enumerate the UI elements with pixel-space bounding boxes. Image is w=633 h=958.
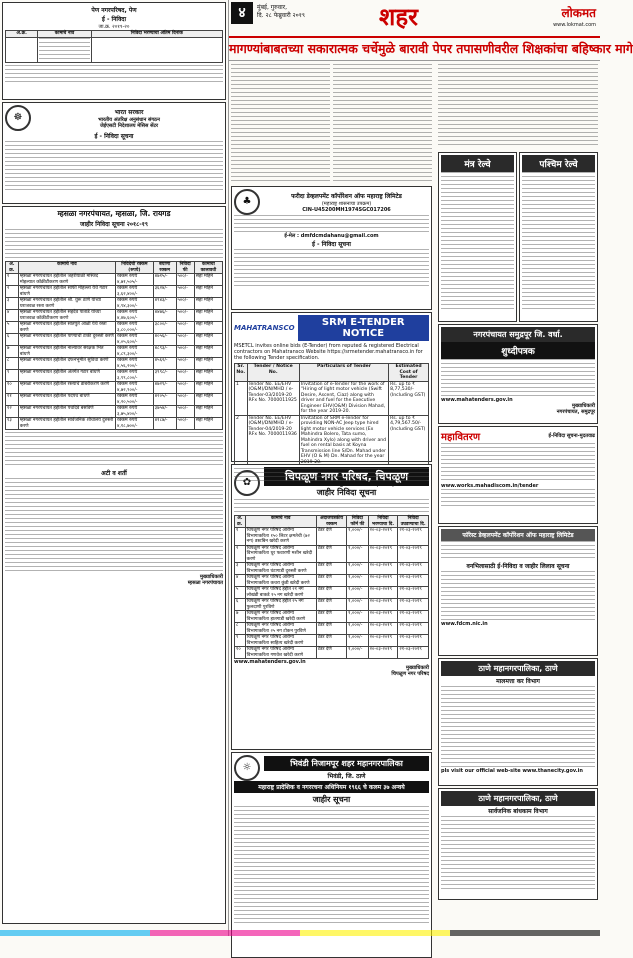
thane2-title: ठाणे महानगरपालिका, ठाणे	[441, 791, 595, 806]
table-cell: २०-०३-२०१९	[368, 528, 398, 546]
table-cell: ५००/-	[176, 418, 194, 430]
samudrapur-site[interactable]: www.mahatenders.gov.in	[441, 397, 513, 403]
right-article-text	[436, 62, 600, 150]
srm-intro: MSETCL invites online bids (E-Tender) from reputed & registered Electrical contractors on Mahatransco Website https://srmetender.mahatransco.in for the following Tender specification.	[234, 343, 423, 361]
chiplun-title: चिपळूण नगर परिषद, चिपळूण	[264, 467, 429, 486]
table-cell: रक्कम रुपये ३,७५,४००/-	[116, 406, 154, 418]
table-cell: ४१८७/-	[153, 418, 176, 430]
table-cell: १,०००/-	[347, 587, 368, 599]
pen-table	[5, 30, 223, 63]
table-cell: ३८००/-	[153, 322, 176, 334]
mhasla-title: म्हसळा नगरपंचायत, म्हसळा, जि. रायगड	[57, 209, 171, 218]
table-header: कामाचे नाव	[38, 31, 92, 38]
table-cell: Invitation of SRM e-Tender for providing NON-AC Jeep type hired light motor vehicle services (Ex Mahindra Bolero, Tata sumo, Mahindra Xylo) along with driver and fuel on rental basis at Koyna Transmission line S/Dn. Mahad under EHV (O & M) Dn. Mahad for the year 2019-20.	[299, 415, 388, 466]
table-cell: रक्कम रुपये ४,२०,५००/-	[116, 394, 154, 406]
table-cell: १,०००/-	[347, 545, 368, 563]
table-cell: म्हसळा नगरपंचायत हद्दीतील जहरीयाळी मस्जिद मोहल्यात कॉक्रीटीकरण करणे	[18, 274, 115, 286]
table-cell: चिपळूण नगर परिषद आरोग्य विभागाकरिता घंटागाडी दुरुस्ती करणे	[245, 563, 316, 575]
frp-subtitle: (महाराष्ट्र शासनाचा उपक्रम)	[321, 201, 372, 207]
table-row	[235, 528, 429, 546]
bhiwandi-sub1: महाराष्ट्र प्रादेशिक व नगररचना अधिनियम १९६६ चे कलम ३७ अन्वये	[234, 781, 429, 793]
chiplun-signatory: मुख्याधिकारी चिपळूण नगर परिषद	[391, 665, 429, 677]
table-row	[6, 406, 223, 418]
main-headline: मागण्यांबाबतच्या सकारात्मक चर्चेमुळे बारावी पेपर तपासणीवरील शिक्षकांचा बहिष्कार मागे	[229, 38, 600, 61]
frp-right-site[interactable]: www.fdcm.nic.in	[441, 621, 488, 627]
table-header: अ.क्र.	[6, 31, 38, 38]
table-cell: ३	[235, 563, 246, 575]
table-row	[6, 322, 223, 334]
table-row	[235, 545, 429, 563]
table-cell: १,०००/-	[347, 528, 368, 546]
table-row	[235, 599, 429, 611]
table-row	[6, 310, 223, 322]
table-cell: म्हसळा नगरपंचायत हद्दीतील पाण्याची टाकी दुरुस्ती करणे	[18, 334, 115, 346]
table-cell: ४२०५/-	[153, 394, 176, 406]
table-cell: म्हसळा नगरपंचायत हद्दीतील दफनभूमीत सुविधा करणे	[18, 358, 115, 370]
table-cell: ४४७६/-	[153, 310, 176, 322]
table-cell: २१-०३-२०१९	[398, 563, 429, 575]
mahavitaran-logo: महावितरण	[441, 432, 481, 443]
table-cell: टेंडर देणे	[316, 528, 346, 546]
table-cell: Invitation of e-Tender for the work of "Hiring of light motor vehicle (Swift Desire, Ascent, Ciaz) along with driver and fuel for the Executive Engineer EHV(O&M) Division Mahad, for the year 2019-20.	[299, 381, 388, 415]
table-cell: चिपळूण नगर परिषद आरोग्य विभागाकरिता कचरा कुंडी खरेदी करणे	[245, 575, 316, 587]
table-cell: रक्कम रुपये ३,६२,४००/-	[116, 286, 154, 298]
table-header: निविदेची रक्कम (रुपये)	[116, 262, 154, 274]
table-cell: रक्कम रुपये ४,७२,९००/-	[116, 382, 154, 394]
thane-title: ठाणे महानगरपालिका, ठाणे	[441, 661, 595, 676]
table-cell: ५००/-	[176, 286, 194, 298]
pen-number: जा.क्र. २०१९-२०	[98, 24, 130, 30]
table-row	[235, 647, 429, 659]
mhasla-table	[5, 261, 223, 430]
table-cell: सहा महिने	[194, 310, 222, 322]
samudrapur-signatory: मुख्याधिकारी नगरपंचायत, समुद्रपूर	[556, 403, 595, 415]
table-cell: सहा महिने	[194, 406, 222, 418]
table-header: Sr. No.	[235, 364, 248, 382]
table-cell: २०-०३-२०१९	[368, 599, 398, 611]
table-cell: २०-०३-२०१९	[368, 563, 398, 575]
table-header: कामाचे नाव	[245, 516, 316, 528]
table-cell: २१-०३-२०१९	[398, 623, 429, 635]
table-cell: १,०००/-	[347, 647, 368, 659]
table-cell: सहा महिने	[194, 298, 222, 310]
table-cell: २१-०३-२०१९	[398, 575, 429, 587]
table-cell: १३	[6, 418, 19, 430]
table-cell: म्हसळा नगरपंचायत हद्दीतील सातपुते आळी येथे रस्ता करणे	[18, 322, 115, 334]
railway-ads	[438, 152, 598, 322]
table-cell: ५००/-	[176, 298, 194, 310]
srm-table	[234, 363, 429, 466]
table-row	[6, 382, 223, 394]
table-header: अ. क्र.	[235, 516, 246, 528]
table-cell: १०	[235, 647, 246, 659]
table-cell: ५००/-	[176, 334, 194, 346]
table-header: निविदा फी	[176, 262, 194, 274]
table-row	[235, 563, 429, 575]
paschim-title: पश्चिम रेल्वे	[522, 155, 595, 172]
frp-right-notice: वनभिलासाठी ई-निविदा व जाहीर लिलाव सूचना	[466, 563, 570, 570]
table-cell: चिपळूण नगर परिषद हद्दीत २५ नग फुलदाणी पुरविणे	[245, 599, 316, 611]
newspaper-logo: लोकमत	[561, 6, 596, 20]
table-cell: २१-०३-२०१९	[398, 611, 429, 623]
frp-notice-title: ई - निविदा सूचना	[312, 241, 351, 248]
table-cell: म्हसळा नगरपंचायत हद्दीतील रस्त्याचे डांबरीकरण करणे	[18, 382, 115, 394]
table-header: कामाचा कालावधी	[194, 262, 222, 274]
table-cell: म्हसळा नगरपंचायत हद्दीतील अंतर्गत गटार बांधणे	[18, 370, 115, 382]
table-cell: सहा महिने	[194, 286, 222, 298]
table-cell: Rs. up to ₹ 8,77,530/- (Including GST)	[389, 381, 429, 415]
table-row	[235, 611, 429, 623]
table-cell: म्हसळा नगरपंचायत हद्दीतील नाल्यावर संरक्षक भिंत बांधणे	[18, 346, 115, 358]
table-cell: २१-०३-२०१९	[398, 599, 429, 611]
mhasla-tender-ad	[2, 206, 226, 924]
table-cell: रक्कम रुपये ४,७१,५०५/-	[116, 274, 154, 286]
bhiwandi-logo-icon: ☼	[234, 755, 260, 781]
table-cell: चिपळूण नगर परिषद आरोग्य विभागाकरिता १५० लिटर क्षमतेची (७२ नग) डस्टबिन खरेदी करणे	[245, 528, 316, 546]
bharat-subtitle: भारतीय अंतरिक्ष अनुसंधान संगठन जेईएसटी निदेशालय मेसिस सेंटर	[98, 117, 160, 129]
table-cell: म्हसळा नगरपंचायत हद्दीतील श्री. धुरू ठाणे यांच्या घराजवळ रस्ता करणे	[18, 298, 115, 310]
table-cell: Tender No. EE/EHV (O&M)/DN/MHD / e-Tender-03/2019-20 RFx No. 7000011925	[247, 381, 299, 415]
srm-title: SRM E-TENDER NOTICE	[298, 315, 429, 341]
table-row	[235, 415, 429, 466]
table-header: कामाचे नाव	[18, 262, 115, 274]
table-row	[6, 394, 223, 406]
table-cell: २१-०३-२०१९	[398, 545, 429, 563]
table-cell: सहा महिने	[194, 322, 222, 334]
table-header: निविदा भरण्याचा दि.	[368, 516, 398, 528]
table-header: निविदा भरण्याचा अंतिम दिनांक	[91, 31, 222, 38]
chiplun-tender-ad	[231, 464, 432, 750]
table-cell: १,०००/-	[347, 575, 368, 587]
bhiwandi-place: भिवंडी, जि. ठाणे	[327, 772, 366, 780]
table-row	[6, 274, 223, 286]
table-cell: टेंडर देणे	[316, 545, 346, 563]
table-cell: ५००/-	[176, 310, 194, 322]
table-cell: १०	[6, 382, 19, 394]
mahavitaran-site[interactable]: www.works.mahadiscom.in/tender	[441, 483, 539, 489]
table-row	[6, 418, 223, 430]
edition-date: मुंबई, गुरुवार, दि. २८ फेब्रुवारी २०१९	[257, 4, 306, 19]
mantra-railway-ad	[438, 152, 517, 322]
table-cell: १,०००/-	[347, 563, 368, 575]
table-cell: चिपळूण नगर परिषद आरोग्य विभागाकरिता २५ नग टोकन पुरविणे	[245, 623, 316, 635]
table-cell: २१-०३-२०१९	[398, 587, 429, 599]
table-cell: ५	[6, 322, 19, 334]
table-cell: सहा महिने	[194, 274, 222, 286]
table-cell: २	[6, 286, 19, 298]
table-cell: म्हसळा नगरपंचायत हद्दीतील साफी मोहल्ला येथे गटार बांधणे	[18, 286, 115, 298]
table-cell: १	[235, 528, 246, 546]
table-cell: म्हसळा नगरपंचायत हद्दीतील सार्वजनिक शौचालय दुरुस्ती करणे	[18, 418, 115, 430]
table-cell: म्हसळा नगरपंचायत हद्दीतील पथदिवे बसविणे	[18, 406, 115, 418]
middle-column	[229, 62, 434, 936]
masthead	[229, 0, 600, 38]
table-cell: ९	[6, 370, 19, 382]
table-cell: ४७२९/-	[153, 382, 176, 394]
table-row	[235, 635, 429, 647]
frp-right-ad	[438, 526, 598, 656]
table-cell: टेंडर देणे	[316, 647, 346, 659]
terms-title: अटी व शर्ती	[101, 470, 127, 477]
table-cell: ८	[235, 623, 246, 635]
table-row	[6, 286, 223, 298]
table-cell: १,०००/-	[347, 611, 368, 623]
isro-tender-ad	[2, 102, 226, 204]
table-cell: ८	[6, 358, 19, 370]
thane-tax-ad	[438, 658, 598, 786]
table-row	[235, 575, 429, 587]
table-header: Estimated Cost of Tender	[389, 364, 429, 382]
table-cell: सहा महिने	[194, 346, 222, 358]
chiplun-subtitle: जाहीर निविदा सूचना	[316, 488, 377, 497]
page-number: ४	[231, 2, 253, 24]
mantra-title: मंत्र रेल्वे	[441, 155, 514, 172]
table-row	[235, 381, 429, 415]
table-cell: सहा महिने	[194, 382, 222, 394]
mhasla-subtitle: जाहीर निविदा सूचना २०१८-१९	[80, 221, 148, 228]
table-cell: २१-०३-२०१९	[398, 647, 429, 659]
frp-cin: CIN-U45200MH1974SGC017206	[302, 207, 391, 213]
table-cell: Tender No. EE/EHV (O&M)/DN/MHD / e-Tender-04/2019-20 RFx No. 7000011936	[247, 415, 299, 466]
isro-notice-title: ई - निविदा सूचना	[94, 133, 134, 140]
frp-logo-icon: ♣	[234, 189, 260, 215]
table-cell: म्हसळा नगरपंचायत हद्दीतील पदपथ बांधणे	[18, 394, 115, 406]
thane-department: मालमत्ता कर विभाग	[496, 678, 540, 685]
table-cell: ७	[235, 611, 246, 623]
paschim-railway-ad	[519, 152, 598, 322]
msetcl-logo: MAHATRANSCO	[234, 324, 295, 332]
table-cell: सहा महिने	[194, 370, 222, 382]
table-cell: ३	[6, 298, 19, 310]
table-cell: रक्कम रुपये ४,८९,३००/-	[116, 346, 154, 358]
table-cell: ३९९८/-	[153, 370, 176, 382]
article-text	[229, 62, 434, 184]
table-cell: २१-०३-२०१९	[398, 528, 429, 546]
table-cell: ५	[235, 587, 246, 599]
table-cell: २०-०३-२०१९	[368, 575, 398, 587]
table-cell: ५००/-	[176, 322, 194, 334]
table-cell: टेंडर देणे	[316, 635, 346, 647]
table-cell: १	[6, 274, 19, 286]
table-cell: चिपळूण नगर परिषद आरोग्य विभागाकरिता गणवेश खरेदी करणे	[245, 647, 316, 659]
table-cell: सहा महिने	[194, 394, 222, 406]
frp-email[interactable]: ई-मेल : dmfdcmdahanu@gmail.com	[284, 233, 379, 239]
isro-logo-icon: ☸	[5, 105, 31, 131]
table-cell: ४९४३/-	[153, 298, 176, 310]
table-header: अंदाजपत्रकीय रक्कम	[316, 516, 346, 528]
table-cell: ५००/-	[176, 346, 194, 358]
table-cell: 2	[235, 415, 248, 466]
table-row	[6, 334, 223, 346]
frp-title: फरीदा डेव्हलपमेंट कॉर्पोरेशन ऑफ महाराष्ट्र लिमिटेड	[291, 193, 402, 200]
table-cell: ४	[235, 575, 246, 587]
table-header: अ. क्र.	[6, 262, 19, 274]
pen-tender-ad	[2, 2, 226, 100]
table-cell: म्हसळा नगरपंचायत हद्दीतील सहदेव पाताडे यांच्या घराजवळ कॉक्रीटीकरण करणे	[18, 310, 115, 322]
table-cell: टेंडर देणे	[316, 563, 346, 575]
table-cell: ७	[6, 346, 19, 358]
thane2-department: सार्वजनिक बांधकाम विभाग	[488, 808, 548, 815]
table-header: बयाणा रक्कम	[153, 262, 176, 274]
table-cell: २०-०३-२०१९	[368, 611, 398, 623]
table-cell: टेंडर देणे	[316, 611, 346, 623]
table-row	[6, 298, 223, 310]
table-cell: ४	[6, 310, 19, 322]
table-row	[235, 623, 429, 635]
samudrapur-title: नगरपंचायत समुद्रपूर जि. वर्धा.	[441, 327, 595, 342]
table-cell: टेंडर देणे	[316, 599, 346, 611]
table-header: निविदा फॉर्म फी	[347, 516, 368, 528]
chiplun-logo-icon: ✿	[234, 470, 260, 496]
table-cell: ५००/-	[176, 274, 194, 286]
table-cell: रक्कम रुपये ४,४७,६००/-	[116, 310, 154, 322]
table-row	[6, 370, 223, 382]
table-cell: ५००/-	[176, 358, 194, 370]
table-cell: २०-०३-२०१९	[368, 647, 398, 659]
section-title: शहर	[379, 2, 418, 31]
table-cell: 1	[235, 381, 248, 415]
table-cell: ४५६२/-	[153, 358, 176, 370]
table-cell: २०-०३-२०१९	[368, 545, 398, 563]
pen-subheader: ई - निविदा	[101, 16, 127, 23]
table-cell: चिपळूण नगर परिषद आरोग्य विभागाकरिता धूर फवारणी मशीन खरेदी करणे	[245, 545, 316, 563]
table-cell: १२	[6, 406, 19, 418]
thane-site[interactable]: pls visit our official web-site www.thanecity.gov.in	[441, 768, 583, 774]
table-cell: सहा महिने	[194, 418, 222, 430]
chiplun-table	[234, 515, 429, 659]
table-cell: २	[235, 545, 246, 563]
mhasla-signatory: मुख्याधिकारी म्हसळा नगरपंचायत	[187, 574, 223, 586]
print-color-bar	[0, 930, 600, 936]
table-cell: ३६२४/-	[153, 286, 176, 298]
table-cell: रक्कम रुपये ४,९४,३००/-	[116, 298, 154, 310]
table-cell: ४७१५/-	[153, 274, 176, 286]
table-cell: ६	[235, 599, 246, 611]
bhiwandi-title: भिवंडी निजामपूर शहर महानगरपालिका	[264, 756, 429, 771]
right-column	[436, 62, 600, 936]
msetcl-tender-ad	[231, 312, 432, 465]
table-cell: ११	[6, 394, 19, 406]
table-cell: १,०००/-	[347, 599, 368, 611]
pen-header: पेण नगरपरिषद, पेण	[91, 7, 137, 14]
table-header: Particulars of Tender	[299, 364, 388, 382]
table-cell: चिपळूण नगर परिषद आरोग्य विभागाकरिता हातगाडी खरेदी करणे	[245, 611, 316, 623]
etender-extension-title: ई-निविदा सूचना-मुदतवाढ	[548, 433, 595, 439]
samudrapur-ad	[438, 324, 598, 424]
table-cell: ९	[235, 635, 246, 647]
table-cell: ४८९३/-	[153, 346, 176, 358]
chiplun-site[interactable]: www.mahatenders.gov.in	[234, 659, 306, 665]
table-cell: रक्कम रुपये ४,०५,६००/-	[116, 334, 154, 346]
table-cell: ६	[6, 334, 19, 346]
table-cell: टेंडर देणे	[316, 575, 346, 587]
table-row	[6, 358, 223, 370]
table-cell: ५००/-	[176, 406, 194, 418]
table-cell: ३७५४/-	[153, 406, 176, 418]
mahavitaran-ad	[438, 426, 598, 524]
table-cell: सहा महिने	[194, 358, 222, 370]
bharat-title: भारत सरकार	[114, 109, 144, 116]
table-row	[6, 346, 223, 358]
table-row	[235, 587, 429, 599]
frp-right-title: फॉरेस्ट डेव्हलपमेंट कॉर्पोरेशन ऑफ महाराष्ट्र लिमिटेड	[441, 529, 595, 541]
table-header: निविदा उघडण्याचा दि.	[398, 516, 429, 528]
table-cell: टेंडर देणे	[316, 623, 346, 635]
thane-works-ad	[438, 788, 598, 900]
table-header: Tender / Notice No.	[247, 364, 299, 382]
table-cell: सहा महिने	[194, 334, 222, 346]
table-cell: ५००/-	[176, 382, 194, 394]
table-cell: रक्कम रुपये ४,१८,७००/-	[116, 418, 154, 430]
table-cell: रक्कम रुपये ४,५६,२००/-	[116, 358, 154, 370]
table-cell: १,०००/-	[347, 635, 368, 647]
table-cell: २०-०३-२०१९	[368, 623, 398, 635]
table-cell: रक्कम रुपये ३,८०,०००/-	[116, 322, 154, 334]
bhiwandi-notice-ad	[231, 752, 432, 958]
table-cell: २०-०३-२०१९	[368, 635, 398, 647]
frp-tender-ad	[231, 186, 432, 310]
newspaper-site[interactable]: www.lokmat.com	[553, 22, 596, 28]
table-cell: रक्कम रुपये ३,९९,८००/-	[116, 370, 154, 382]
table-cell: १,०००/-	[347, 623, 368, 635]
table-cell: Rs. up to ₹ 4,79,567.50/- (Including GST)	[389, 415, 429, 466]
table-cell: २०-०३-२०१९	[368, 587, 398, 599]
table-cell: चिपळूण नगर परिषद आरोग्य विभागाकरिता साहित्य खरेदी करणे	[245, 635, 316, 647]
table-cell: ५००/-	[176, 394, 194, 406]
table-cell: चिपळूण नगर परिषद हद्दीत २१ नग लोखंडी बाकडे १५ नग खरेदी करणे	[245, 587, 316, 599]
left-column	[0, 0, 229, 936]
table-cell: टेंडर देणे	[316, 587, 346, 599]
samudrapur-subtitle: शुध्दीपत्रक	[441, 342, 595, 359]
table-cell: ५००/-	[176, 370, 194, 382]
table-cell: २१-०३-२०१९	[398, 635, 429, 647]
table-cell: ४०५६/-	[153, 334, 176, 346]
bhiwandi-sub2: जाहीर सूचना	[312, 795, 351, 804]
